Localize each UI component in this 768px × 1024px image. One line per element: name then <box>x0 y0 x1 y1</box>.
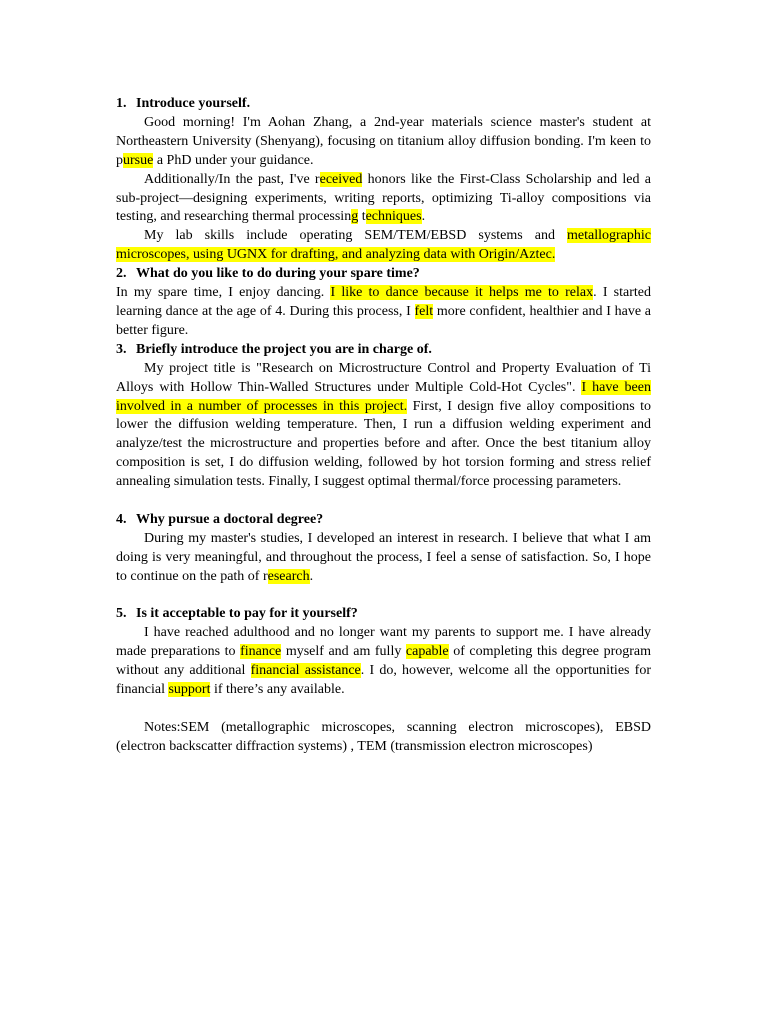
question-heading <box>116 341 651 360</box>
question-number: 3. <box>116 341 127 357</box>
section-2 <box>116 265 651 341</box>
text-run: of completing this degree program without any additional <box>116 644 652 679</box>
text-run: Additionally/In the past, I've r <box>144 171 320 187</box>
text-run: honors like the First-Class Scholarship and led a sub-project—designing experiments, writing reports, optimizing Ti-alloy compositions via testing, and researching thermal processin <box>116 171 651 225</box>
highlighted-text: g <box>351 209 359 225</box>
text-run: Good morning! I'm Aohan Zhang, a 2nd-year materials science master's student at Northeastern University (Shenyang), focusing on titanium alloy diffusion bonding. I'm keen to p <box>116 114 651 168</box>
highlighted-text: I have been involved in a number of processes in this project. <box>116 379 651 414</box>
text-run: My lab skills include operating SEM/TEM/EBSD systems and <box>144 228 568 244</box>
text-run: During my master's studies, I developed an interest in research. I believe that what I am doing is very meaningful, and throughout the process, I feel a sense of satisfaction. So, I hope to continue on the path of r <box>116 530 651 584</box>
text-run: In my spare time, I enjoy dancing. <box>116 285 331 301</box>
answer-paragraph <box>116 530 651 587</box>
highlighted-text: echniques <box>365 209 422 225</box>
text-run: . <box>309 568 314 584</box>
answer-paragraph <box>116 284 651 341</box>
blank-line <box>116 492 651 511</box>
text-run: t <box>358 209 366 225</box>
question-number: 4. <box>116 511 127 527</box>
highlighted-text: felt <box>414 303 434 319</box>
text-run: First, I design five alloy compositions to lower the diffusion welding temperature. Then, I run a diffusion welding experiment and analyze/test the microstructure and properties before and after. Once the best titanium alloy composition is set, I do diffusion welding, followed by hot torsion forming and stress relief annealing simulation tests. Finally, I suggest optimal thermal/force processing parameters. <box>116 398 651 490</box>
highlighted-text: eceived <box>319 171 363 187</box>
highlighted-text: metallographic microscopes, using UGNX for drafting, and analyzing data with Origin/Aztec. <box>116 228 651 263</box>
answer-paragraph <box>116 114 651 171</box>
notes-paragraph: Notes:SEM (metallographic microscopes, scanning electron microscopes), EBSD (electron backscatter diffraction systems) , TEM (transmission electron microscopes) <box>116 719 651 754</box>
highlighted-text: capable <box>405 644 449 660</box>
text-run: . I started learning dance at the age of 4. During this process, I <box>116 285 651 319</box>
text-run: I have reached adulthood and no longer want my parents to support me. I have already made preparations to <box>116 625 651 660</box>
text-run: if there’s any available. <box>210 682 345 698</box>
section-4 <box>116 511 651 587</box>
highlighted-text: esearch <box>267 568 310 584</box>
section-1 <box>116 95 651 265</box>
text-run: a PhD under your guidance. <box>153 152 314 168</box>
highlighted-text: I like to dance because it helps me to relax <box>330 285 594 301</box>
highlighted-text: support <box>168 682 211 698</box>
blank-line <box>116 587 651 606</box>
question-title: Why pursue a doctoral degree? <box>136 511 324 527</box>
question-heading <box>116 265 651 284</box>
text-run: . I do, however, welcome all the opportunities for financial <box>116 663 652 698</box>
answer-paragraph <box>116 624 651 700</box>
highlighted-text: financial assistance <box>250 663 361 679</box>
blank-line <box>116 700 651 719</box>
section-3 <box>116 341 651 492</box>
answer-paragraph <box>116 360 651 492</box>
text-run: myself and am fully <box>281 644 406 660</box>
question-number: 5. <box>116 606 127 622</box>
question-number: 1. <box>116 96 127 111</box>
question-title: Briefly introduce the project you are in charge of. <box>136 341 432 357</box>
question-heading <box>116 605 651 624</box>
answer-paragraph <box>116 171 651 228</box>
section-5 <box>116 605 651 700</box>
answer-paragraph <box>116 227 651 265</box>
text-run: My project title is "Research on Microstructure Control and Property Evaluation of Ti Alloys with Hollow Thin-Walled Structures under Multiple Cold-Hot Cycles". <box>116 360 651 395</box>
document-body <box>116 95 651 757</box>
text-run: . <box>421 209 426 225</box>
question-heading <box>116 95 651 114</box>
question-number: 2. <box>116 266 127 282</box>
highlighted-text: finance <box>240 644 282 660</box>
question-heading <box>116 511 651 530</box>
highlighted-text: ursue <box>123 152 154 168</box>
question-title: Introduce yourself. <box>136 96 251 111</box>
question-title: What do you like to do during your spare time? <box>136 266 420 282</box>
text-run: more confident, healthier and I have a better figure. <box>116 303 651 338</box>
question-title: Is it acceptable to pay for it yourself? <box>136 606 358 622</box>
